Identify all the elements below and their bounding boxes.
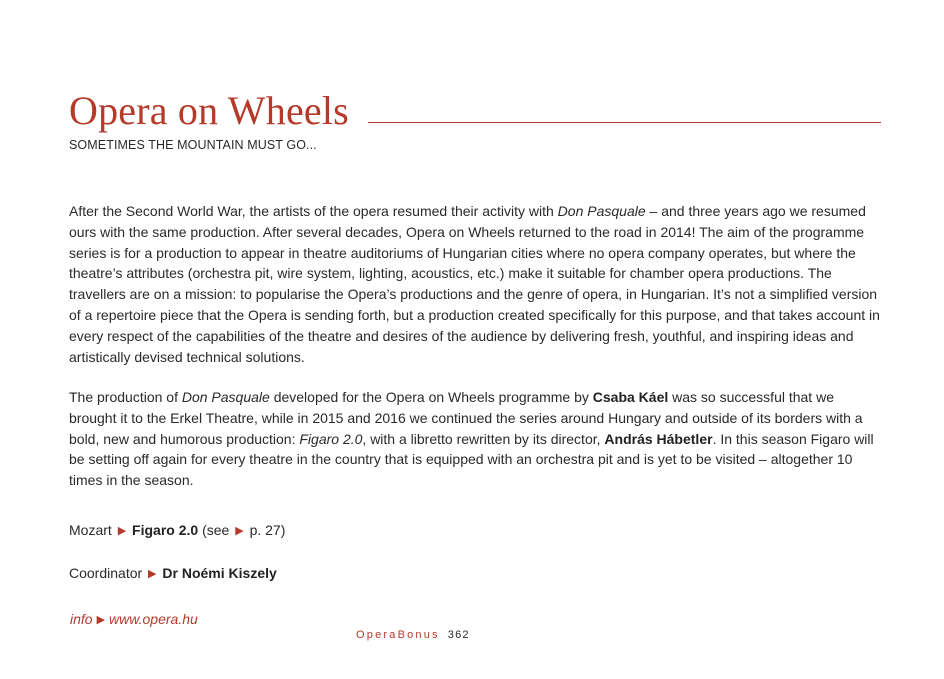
coordinator-line: [69, 563, 277, 585]
play-arrow-icon: ▶: [96, 614, 106, 626]
coordinator-name: Dr Noémi Kiszely: [162, 565, 277, 581]
p1-text-1: After the Second World War, the artists of the opera resumed their activity with: [69, 203, 558, 219]
production-paragraph: [69, 387, 881, 491]
p2-person-2: András Hábetler: [604, 430, 713, 447]
intro-paragraph: [69, 201, 881, 367]
p2-work-title-2: Figaro 2.0: [299, 430, 363, 447]
page-number: 362: [447, 629, 470, 641]
play-arrow-icon: ▶: [148, 568, 157, 580]
info-label: info: [70, 611, 93, 627]
website-link[interactable]: www.opera.hu: [109, 611, 198, 627]
work-credit-line: [69, 520, 285, 542]
page-subtitle: SOMETIMES THE MOUNTAIN MUST GO...: [69, 138, 317, 152]
footer-brand: OperaBonus: [356, 629, 440, 641]
title-row: [69, 88, 881, 134]
composer-name: Mozart: [69, 522, 112, 538]
play-arrow-icon: ▶: [117, 525, 127, 537]
p2-text-4: , with a libretto rewritten by its director,: [362, 430, 605, 447]
work-title: Figaro 2.0: [132, 522, 199, 538]
p2-work-title-1: Don Pasquale: [181, 389, 270, 405]
p2-text-1: The production of: [69, 389, 182, 405]
title-rule-divider: [368, 122, 881, 123]
p1-work-title: Don Pasquale: [557, 203, 646, 219]
p2-person-1: Csaba Káel: [592, 389, 669, 405]
p2-text-3: was so successful that we brought it to the Erkel Theatre, while in 2015 and 2016 we continued the series around Hungary and outside of its borders with a bold, new and humorous production:: [69, 389, 863, 447]
p2-text-2: developed for the Opera on Wheels programme by: [269, 389, 593, 405]
page-title: Opera on Wheels: [69, 88, 349, 133]
page-reference-link[interactable]: p. 27): [249, 522, 286, 538]
see-reference-label: (see: [202, 522, 230, 538]
info-line: [70, 609, 198, 631]
play-arrow-icon: ▶: [235, 525, 244, 537]
coordinator-label: Coordinator: [69, 565, 143, 581]
page-footer: [356, 627, 470, 643]
p1-text-2: – and three years ago we resumed ours with the same production. After several decades, Opera on Wheels returned to the road in 2014! The aim of the programme series is for a production to appear in theatre auditoriums of Hungarian cities where no opera company operates, but where the theatre’s attributes (orchestra pit, wire system, lighting, acoustics, etc.) make it suitable for chamber opera productions. The travellers are on a mission: to popularise the Opera’s productions and the genre of opera, in Hungarian. It’s not a simplified version of a repertoire piece that the Opera is sending forth, but a production created specifically for this purpose, and that takes account in every respect of the capabilities of the theatre and desires of the audience by delivering fresh, youthful, and inspiring ideas and artistically devised technical solutions.: [69, 203, 880, 365]
p2-text-5: . In this season Figaro will be setting off again for every theatre in the country that is equipped with an orchestra pit and is yet to be visited – altogether 10 times in the season.: [69, 430, 874, 489]
